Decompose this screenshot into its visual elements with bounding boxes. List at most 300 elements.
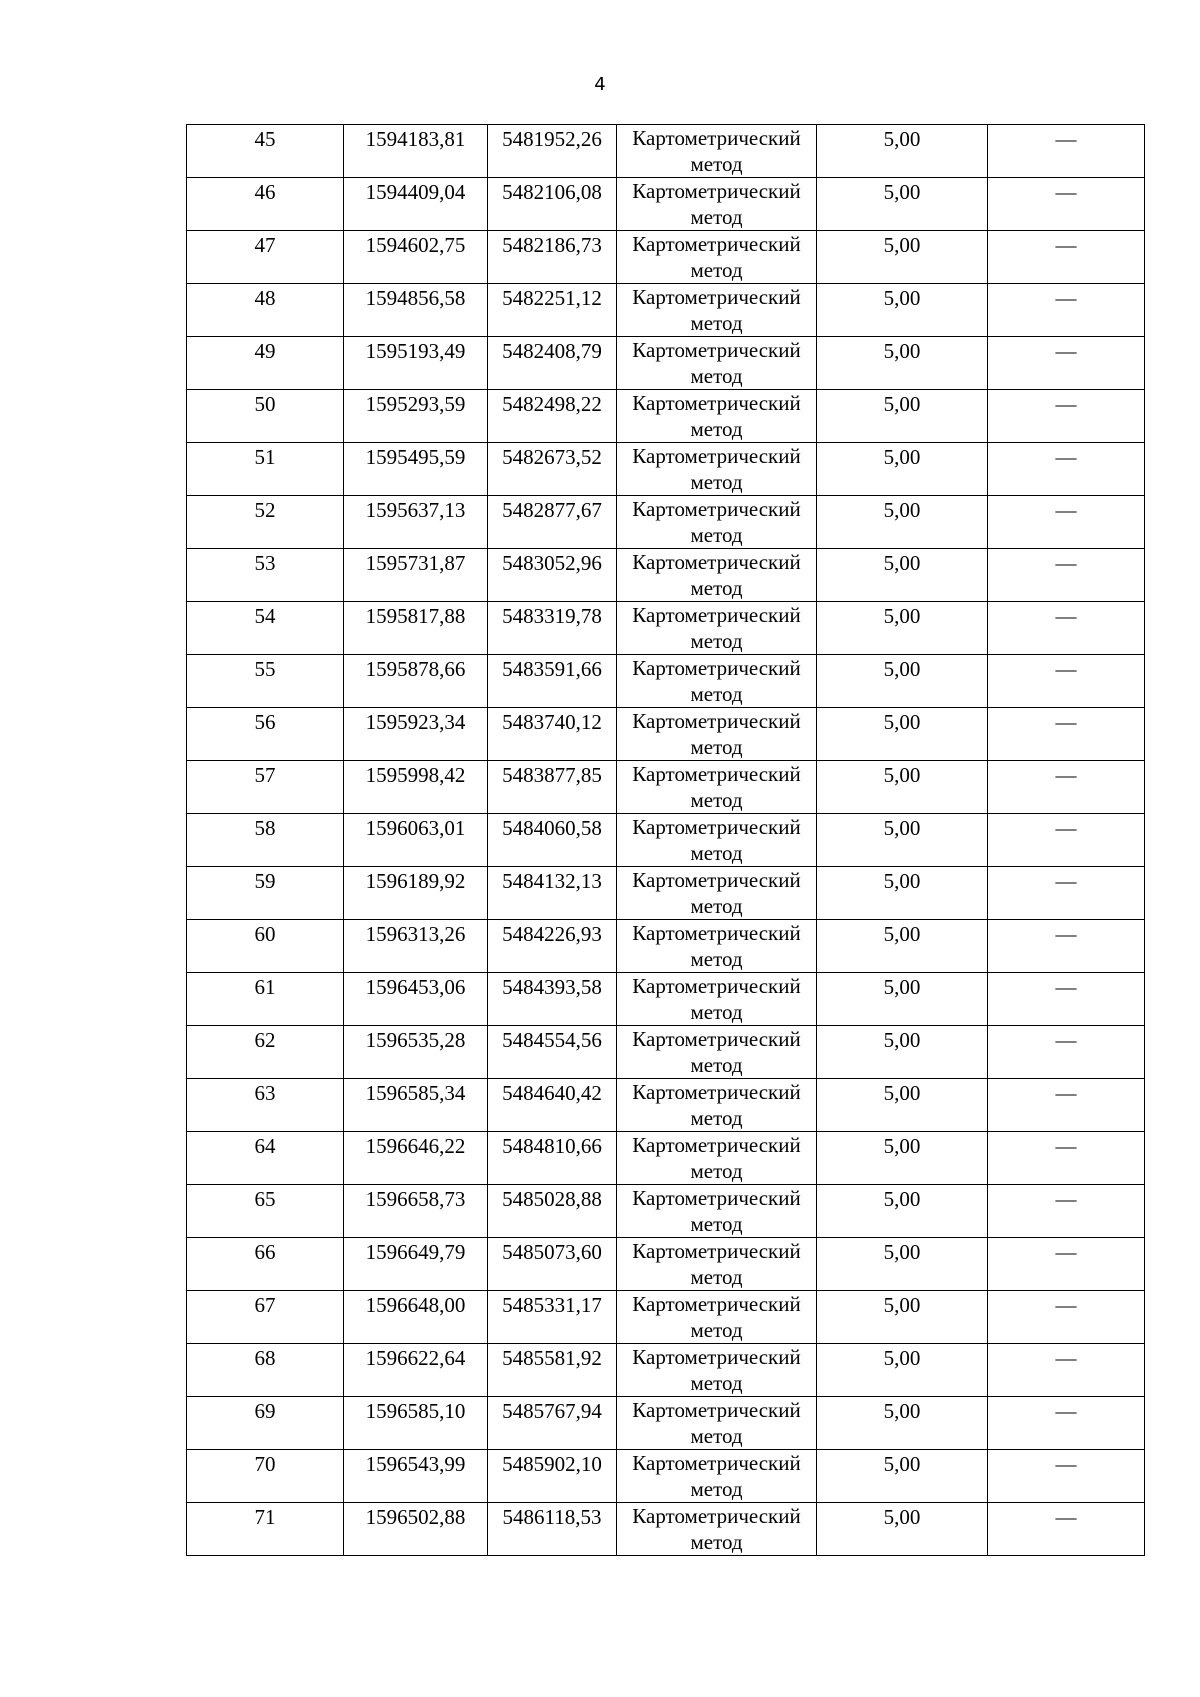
accuracy-cell <box>817 1450 988 1503</box>
y-coordinate-cell-text: 5485028,88 <box>502 1187 602 1211</box>
x-coordinate-cell-text: 1594183,81 <box>365 127 466 151</box>
y-coordinate-cell-text: 5485902,10 <box>502 1452 602 1476</box>
x-coordinate-cell-text: 1595637,13 <box>365 498 466 522</box>
x-coordinate-cell <box>344 125 488 178</box>
description-cell-text: — <box>1055 392 1077 416</box>
method-line-2: метод <box>690 894 743 918</box>
x-coordinate-cell <box>344 1450 488 1503</box>
point-number-cell <box>187 973 344 1026</box>
point-number-cell <box>187 1344 344 1397</box>
point-number-cell-text: 58 <box>254 816 276 840</box>
x-coordinate-cell <box>344 1132 488 1185</box>
method-line-1: Картометрический <box>632 1027 801 1051</box>
y-coordinate-cell <box>488 1450 617 1503</box>
y-coordinate-cell <box>488 761 617 814</box>
accuracy-cell-text: 5,00 <box>883 1028 921 1052</box>
accuracy-cell-text: 5,00 <box>883 816 921 840</box>
point-number-cell <box>187 549 344 602</box>
method-cell <box>617 337 817 390</box>
method-cell <box>617 655 817 708</box>
accuracy-cell <box>817 1397 988 1450</box>
description-cell-text: — <box>1055 1399 1077 1423</box>
method-line-2: метод <box>690 1477 743 1501</box>
method-cell <box>617 708 817 761</box>
method-line-1: Картометрический <box>632 232 801 256</box>
y-coordinate-cell <box>488 1397 617 1450</box>
x-coordinate-cell-text: 1594409,04 <box>365 180 466 204</box>
description-cell-text: — <box>1055 498 1077 522</box>
y-coordinate-cell-text: 5484554,56 <box>502 1028 602 1052</box>
method-cell <box>617 1238 817 1291</box>
description-cell-text: — <box>1055 816 1077 840</box>
table-row <box>187 443 1145 496</box>
x-coordinate-cell <box>344 1238 488 1291</box>
method-cell <box>617 284 817 337</box>
y-coordinate-cell-text: 5484226,93 <box>502 922 602 946</box>
x-coordinate-cell <box>344 443 488 496</box>
accuracy-cell-text: 5,00 <box>883 1134 921 1158</box>
x-coordinate-cell <box>344 178 488 231</box>
description-cell <box>988 549 1145 602</box>
point-number-cell <box>187 1079 344 1132</box>
x-coordinate-cell <box>344 920 488 973</box>
point-number-cell <box>187 231 344 284</box>
table-row <box>187 390 1145 443</box>
y-coordinate-cell <box>488 549 617 602</box>
description-cell-text: — <box>1055 1346 1077 1370</box>
accuracy-cell-text: 5,00 <box>883 551 921 575</box>
x-coordinate-cell-text: 1596658,73 <box>365 1187 466 1211</box>
method-line-2: метод <box>690 576 743 600</box>
accuracy-cell <box>817 655 988 708</box>
y-coordinate-cell-text: 5485073,60 <box>502 1240 602 1264</box>
description-cell-text: — <box>1055 869 1077 893</box>
accuracy-cell <box>817 1079 988 1132</box>
accuracy-cell-text: 5,00 <box>883 445 921 469</box>
method-line-1: Картометрический <box>632 974 801 998</box>
description-cell-text: — <box>1055 657 1077 681</box>
accuracy-cell <box>817 973 988 1026</box>
method-cell <box>617 1079 817 1132</box>
y-coordinate-cell <box>488 1132 617 1185</box>
point-number-cell-text: 46 <box>254 180 276 204</box>
accuracy-cell-text: 5,00 <box>883 604 921 628</box>
y-coordinate-cell <box>488 1503 617 1556</box>
table-row <box>187 867 1145 920</box>
point-number-cell-text: 62 <box>254 1028 276 1052</box>
method-line-2: метод <box>690 1106 743 1130</box>
method-cell <box>617 1132 817 1185</box>
method-line-1: Картометрический <box>632 1186 801 1210</box>
y-coordinate-cell <box>488 708 617 761</box>
accuracy-cell <box>817 284 988 337</box>
y-coordinate-cell-text: 5484640,42 <box>502 1081 602 1105</box>
method-cell <box>617 867 817 920</box>
point-number-cell-text: 50 <box>254 392 276 416</box>
description-cell-text: — <box>1055 604 1077 628</box>
y-coordinate-cell <box>488 178 617 231</box>
description-cell <box>988 125 1145 178</box>
x-coordinate-cell-text: 1595193,49 <box>365 339 466 363</box>
description-cell-text: — <box>1055 1293 1077 1317</box>
accuracy-cell-text: 5,00 <box>883 1399 921 1423</box>
x-coordinate-cell <box>344 602 488 655</box>
point-number-cell-text: 69 <box>254 1399 276 1423</box>
method-cell <box>617 496 817 549</box>
accuracy-cell <box>817 867 988 920</box>
table-row <box>187 1079 1145 1132</box>
point-number-cell-text: 52 <box>254 498 276 522</box>
y-coordinate-cell-text: 5484810,66 <box>502 1134 602 1158</box>
y-coordinate-cell <box>488 125 617 178</box>
x-coordinate-cell-text: 1595731,87 <box>365 551 466 575</box>
description-cell-text: — <box>1055 339 1077 363</box>
description-cell <box>988 814 1145 867</box>
accuracy-cell-text: 5,00 <box>883 127 921 151</box>
y-coordinate-cell <box>488 602 617 655</box>
x-coordinate-cell-text: 1596535,28 <box>365 1028 466 1052</box>
method-line-1: Картометрический <box>632 444 801 468</box>
accuracy-cell-text: 5,00 <box>883 180 921 204</box>
method-line-2: метод <box>690 841 743 865</box>
y-coordinate-cell-text: 5482673,52 <box>502 445 602 469</box>
accuracy-cell-text: 5,00 <box>883 922 921 946</box>
method-line-1: Картометрический <box>632 1292 801 1316</box>
point-number-cell <box>187 1185 344 1238</box>
y-coordinate-cell-text: 5482186,73 <box>502 233 602 257</box>
point-number-cell <box>187 284 344 337</box>
x-coordinate-cell <box>344 1344 488 1397</box>
point-number-cell-text: 45 <box>254 127 276 151</box>
method-line-1: Картометрический <box>632 709 801 733</box>
description-cell <box>988 1291 1145 1344</box>
table-row <box>187 178 1145 231</box>
point-number-cell-text: 51 <box>254 445 276 469</box>
method-line-2: метод <box>690 152 743 176</box>
table-row <box>187 761 1145 814</box>
method-line-1: Картометрический <box>632 921 801 945</box>
point-number-cell <box>187 1132 344 1185</box>
point-number-cell <box>187 443 344 496</box>
description-cell-text: — <box>1055 180 1077 204</box>
x-coordinate-cell-text: 1596648,00 <box>365 1293 466 1317</box>
x-coordinate-cell <box>344 761 488 814</box>
point-number-cell-text: 54 <box>254 604 276 628</box>
x-coordinate-cell-text: 1596543,99 <box>365 1452 466 1476</box>
method-cell <box>617 814 817 867</box>
point-number-cell-text: 66 <box>254 1240 276 1264</box>
page-number: 4 <box>594 74 606 95</box>
method-line-1: Картометрический <box>632 126 801 150</box>
table-row <box>187 708 1145 761</box>
accuracy-cell-text: 5,00 <box>883 1187 921 1211</box>
method-line-1: Картометрический <box>632 338 801 362</box>
table-row <box>187 1132 1145 1185</box>
y-coordinate-cell <box>488 1344 617 1397</box>
point-number-cell <box>187 496 344 549</box>
method-line-2: метод <box>690 417 743 441</box>
point-number-cell <box>187 655 344 708</box>
accuracy-cell-text: 5,00 <box>883 1293 921 1317</box>
method-cell <box>617 1450 817 1503</box>
x-coordinate-cell-text: 1596585,34 <box>365 1081 466 1105</box>
method-line-1: Картометрический <box>632 1504 801 1528</box>
point-number-cell <box>187 1026 344 1079</box>
method-line-2: метод <box>690 1159 743 1183</box>
accuracy-cell-text: 5,00 <box>883 710 921 734</box>
method-cell <box>617 1397 817 1450</box>
description-cell <box>988 337 1145 390</box>
table-row <box>187 973 1145 1026</box>
method-cell <box>617 1026 817 1079</box>
point-number-cell <box>187 1397 344 1450</box>
description-cell-text: — <box>1055 1028 1077 1052</box>
accuracy-cell <box>817 814 988 867</box>
method-line-2: метод <box>690 1371 743 1395</box>
x-coordinate-cell-text: 1596649,79 <box>365 1240 466 1264</box>
method-line-2: метод <box>690 1053 743 1077</box>
x-coordinate-cell <box>344 231 488 284</box>
x-coordinate-cell <box>344 284 488 337</box>
point-number-cell <box>187 1450 344 1503</box>
method-line-1: Картометрический <box>632 1398 801 1422</box>
y-coordinate-cell <box>488 284 617 337</box>
method-cell <box>617 1291 817 1344</box>
method-line-1: Картометрический <box>632 815 801 839</box>
point-number-cell-text: 49 <box>254 339 276 363</box>
description-cell <box>988 1132 1145 1185</box>
method-line-1: Картометрический <box>632 1080 801 1104</box>
table-row <box>187 1450 1145 1503</box>
method-line-2: метод <box>690 311 743 335</box>
method-line-1: Картометрический <box>632 391 801 415</box>
method-line-2: метод <box>690 682 743 706</box>
description-cell <box>988 1238 1145 1291</box>
method-line-2: метод <box>690 1424 743 1448</box>
accuracy-cell <box>817 708 988 761</box>
table-row <box>187 284 1145 337</box>
x-coordinate-cell <box>344 1397 488 1450</box>
method-line-1: Картометрический <box>632 1239 801 1263</box>
point-number-cell <box>187 390 344 443</box>
point-number-cell <box>187 1291 344 1344</box>
point-number-cell-text: 55 <box>254 657 276 681</box>
method-line-1: Картометрический <box>632 285 801 309</box>
accuracy-cell <box>817 1185 988 1238</box>
x-coordinate-cell <box>344 1079 488 1132</box>
description-cell <box>988 178 1145 231</box>
x-coordinate-cell-text: 1594602,75 <box>365 233 466 257</box>
point-number-cell <box>187 1503 344 1556</box>
accuracy-cell-text: 5,00 <box>883 1505 921 1529</box>
description-cell <box>988 231 1145 284</box>
point-number-cell-text: 64 <box>254 1134 276 1158</box>
x-coordinate-cell <box>344 496 488 549</box>
description-cell <box>988 761 1145 814</box>
description-cell-text: — <box>1055 1452 1077 1476</box>
y-coordinate-cell <box>488 655 617 708</box>
point-number-cell-text: 59 <box>254 869 276 893</box>
method-line-1: Картометрический <box>632 179 801 203</box>
x-coordinate-cell <box>344 1026 488 1079</box>
description-cell <box>988 1185 1145 1238</box>
x-coordinate-cell <box>344 973 488 1026</box>
point-number-cell <box>187 1238 344 1291</box>
method-line-1: Картометрический <box>632 868 801 892</box>
method-cell <box>617 761 817 814</box>
description-cell <box>988 496 1145 549</box>
y-coordinate-cell <box>488 1238 617 1291</box>
y-coordinate-cell-text: 5482877,67 <box>502 498 602 522</box>
y-coordinate-cell <box>488 231 617 284</box>
description-cell <box>988 973 1145 1026</box>
method-line-1: Картометрический <box>632 656 801 680</box>
accuracy-cell-text: 5,00 <box>883 657 921 681</box>
point-number-cell <box>187 814 344 867</box>
accuracy-cell <box>817 602 988 655</box>
x-coordinate-cell-text: 1595998,42 <box>365 763 466 787</box>
y-coordinate-cell-text: 5484132,13 <box>502 869 602 893</box>
point-number-cell-text: 71 <box>254 1505 276 1529</box>
x-coordinate-cell <box>344 1291 488 1344</box>
accuracy-cell-text: 5,00 <box>883 1240 921 1264</box>
description-cell <box>988 443 1145 496</box>
accuracy-cell-text: 5,00 <box>883 233 921 257</box>
table-row <box>187 1344 1145 1397</box>
x-coordinate-cell <box>344 390 488 443</box>
y-coordinate-cell <box>488 496 617 549</box>
table-row <box>187 549 1145 602</box>
method-line-2: метод <box>690 947 743 971</box>
accuracy-cell-text: 5,00 <box>883 1081 921 1105</box>
method-cell <box>617 920 817 973</box>
coordinates-table <box>186 124 1145 1556</box>
x-coordinate-cell-text: 1596646,22 <box>365 1134 466 1158</box>
y-coordinate-cell <box>488 973 617 1026</box>
accuracy-cell <box>817 1026 988 1079</box>
description-cell <box>988 655 1145 708</box>
x-coordinate-cell-text: 1595923,34 <box>365 710 466 734</box>
table-row <box>187 125 1145 178</box>
description-cell-text: — <box>1055 1134 1077 1158</box>
x-coordinate-cell-text: 1596189,92 <box>365 869 466 893</box>
accuracy-cell <box>817 761 988 814</box>
y-coordinate-cell-text: 5484060,58 <box>502 816 602 840</box>
description-cell <box>988 390 1145 443</box>
accuracy-cell <box>817 496 988 549</box>
description-cell <box>988 708 1145 761</box>
description-cell <box>988 1450 1145 1503</box>
method-cell <box>617 231 817 284</box>
table-row <box>187 1291 1145 1344</box>
method-cell <box>617 1503 817 1556</box>
accuracy-cell <box>817 1344 988 1397</box>
accuracy-cell-text: 5,00 <box>883 869 921 893</box>
description-cell <box>988 602 1145 655</box>
y-coordinate-cell-text: 5481952,26 <box>502 127 602 151</box>
point-number-cell-text: 70 <box>254 1452 276 1476</box>
method-line-2: метод <box>690 523 743 547</box>
point-number-cell-text: 65 <box>254 1187 276 1211</box>
accuracy-cell-text: 5,00 <box>883 763 921 787</box>
description-cell <box>988 284 1145 337</box>
y-coordinate-cell <box>488 443 617 496</box>
x-coordinate-cell <box>344 1503 488 1556</box>
method-cell <box>617 390 817 443</box>
accuracy-cell-text: 5,00 <box>883 339 921 363</box>
table-row <box>187 814 1145 867</box>
description-cell-text: — <box>1055 127 1077 151</box>
x-coordinate-cell-text: 1596502,88 <box>365 1505 466 1529</box>
description-cell-text: — <box>1055 710 1077 734</box>
accuracy-cell <box>817 178 988 231</box>
description-cell-text: — <box>1055 763 1077 787</box>
x-coordinate-cell <box>344 1185 488 1238</box>
y-coordinate-cell <box>488 1026 617 1079</box>
description-cell-text: — <box>1055 922 1077 946</box>
accuracy-cell <box>817 390 988 443</box>
x-coordinate-cell <box>344 549 488 602</box>
method-line-2: метод <box>690 205 743 229</box>
x-coordinate-cell-text: 1596063,01 <box>365 816 466 840</box>
table-row <box>187 602 1145 655</box>
point-number-cell <box>187 920 344 973</box>
point-number-cell <box>187 761 344 814</box>
point-number-cell-text: 53 <box>254 551 276 575</box>
y-coordinate-cell-text: 5485331,17 <box>502 1293 602 1317</box>
y-coordinate-cell <box>488 867 617 920</box>
method-line-1: Картометрический <box>632 1345 801 1369</box>
accuracy-cell-text: 5,00 <box>883 392 921 416</box>
method-line-1: Картометрический <box>632 603 801 627</box>
point-number-cell-text: 68 <box>254 1346 276 1370</box>
y-coordinate-cell-text: 5485581,92 <box>502 1346 602 1370</box>
y-coordinate-cell-text: 5482408,79 <box>502 339 602 363</box>
x-coordinate-cell-text: 1596585,10 <box>365 1399 466 1423</box>
description-cell <box>988 1503 1145 1556</box>
method-cell <box>617 125 817 178</box>
description-cell-text: — <box>1055 1187 1077 1211</box>
x-coordinate-cell-text: 1595878,66 <box>365 657 466 681</box>
accuracy-cell <box>817 920 988 973</box>
point-number-cell <box>187 337 344 390</box>
method-line-1: Картометрический <box>632 762 801 786</box>
method-cell <box>617 1344 817 1397</box>
y-coordinate-cell-text: 5482498,22 <box>502 392 602 416</box>
table-row <box>187 231 1145 284</box>
description-cell <box>988 1397 1145 1450</box>
y-coordinate-cell-text: 5483877,85 <box>502 763 602 787</box>
description-cell <box>988 867 1145 920</box>
method-line-2: метод <box>690 735 743 759</box>
y-coordinate-cell-text: 5483052,96 <box>502 551 602 575</box>
point-number-cell-text: 63 <box>254 1081 276 1105</box>
description-cell-text: — <box>1055 286 1077 310</box>
accuracy-cell-text: 5,00 <box>883 975 921 999</box>
table-row <box>187 920 1145 973</box>
description-cell <box>988 1344 1145 1397</box>
table-row <box>187 1397 1145 1450</box>
accuracy-cell <box>817 231 988 284</box>
x-coordinate-cell-text: 1596453,06 <box>365 975 466 999</box>
method-line-2: метод <box>690 1318 743 1342</box>
x-coordinate-cell-text: 1594856,58 <box>365 286 466 310</box>
method-cell <box>617 1185 817 1238</box>
point-number-cell-text: 47 <box>254 233 276 257</box>
y-coordinate-cell <box>488 814 617 867</box>
table-row <box>187 1026 1145 1079</box>
description-cell-text: — <box>1055 1240 1077 1264</box>
